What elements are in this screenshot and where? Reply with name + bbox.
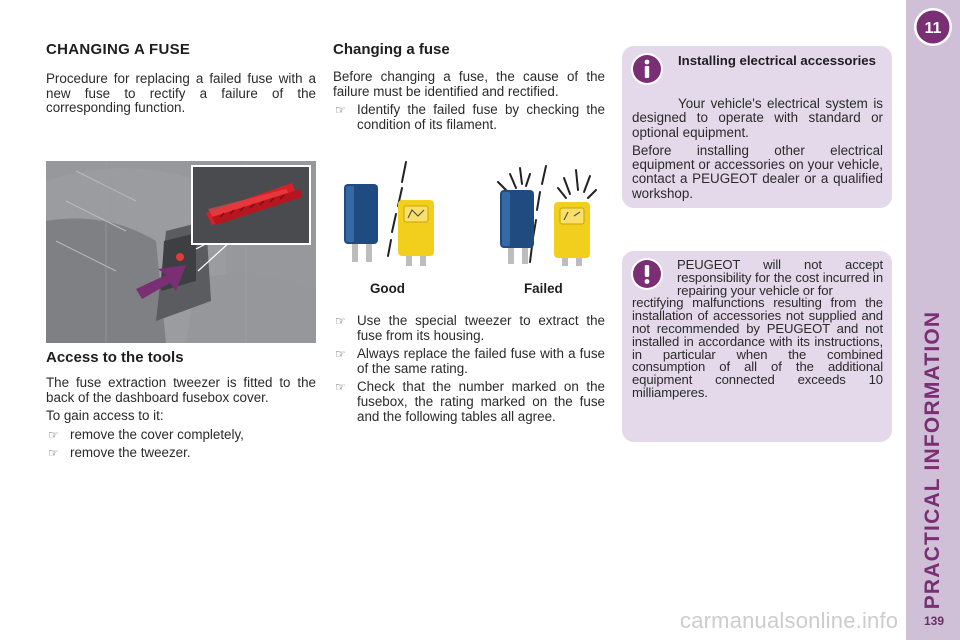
section-heading-access-to-tools: Access to the tools <box>46 349 184 366</box>
pointing-hand-icon: ☞ <box>335 103 346 118</box>
list-item-text: remove the cover completely, <box>70 426 244 442</box>
left-column <box>46 40 316 120</box>
dashboard-fusebox-illustration <box>46 161 316 343</box>
fuse-replacement-steps <box>333 314 605 428</box>
good-fuse-illustration <box>336 160 446 268</box>
chapter-number: 11 <box>924 20 942 37</box>
list-item <box>46 446 316 461</box>
list-item <box>333 380 605 424</box>
pointing-hand-icon: ☞ <box>335 380 346 395</box>
list-item <box>46 428 316 443</box>
pointing-hand-icon: ☞ <box>335 314 346 328</box>
list-item-text: Identify the failed fuse by checking the condition of its filament. <box>357 102 605 132</box>
pointing-hand-icon: ☞ <box>48 446 59 461</box>
list-item-text: remove the tweezer. <box>70 445 191 461</box>
access-tools-block <box>46 376 316 465</box>
gain-access-paragraph: To gain access to it: <box>46 408 164 424</box>
warning-text-indented: PEUGEOT will not accept responsibility for the cost incurred in repairing your vehicle or for <box>677 257 883 298</box>
failed-fuse-illustration <box>490 160 602 268</box>
failed-fuse-label: Failed <box>524 281 563 296</box>
section-title-changing-a-fuse: CHANGING A FUSE <box>46 41 191 58</box>
chapter-title-vertical: PRACTICAL INFORMATION <box>921 310 944 610</box>
fuse-intro-paragraph: Before changing a fuse, the cause of the failure must be identified and rectified. <box>333 69 605 99</box>
middle-column <box>333 40 605 136</box>
page-number: 139 <box>923 614 945 628</box>
list-item-text: Check that the number marked on the fusebox, the rating marked on the fuse and the following tables all agree. <box>357 379 605 424</box>
info-icon <box>630 52 664 86</box>
info-box-paragraph: Your vehicle's electrical system is designed to operate with standard or optional equipment. <box>632 96 883 140</box>
list-item <box>333 103 605 132</box>
warning-text: rectifying malfunctions resulting from the installation of accessories not supplied and not recommended by PEUGEOT and not installed in accordance with its instructions, in particular when the combined consumption of all of the additional equipment connected exceeds 10 milliamperes. <box>632 295 883 400</box>
info-box-electrical-accessories <box>622 46 892 208</box>
info-box-body <box>632 97 883 205</box>
pointing-hand-icon: ☞ <box>335 347 346 362</box>
info-box-paragraph: Before installing other electrical equipment or accessories on your vehicle, contact a PEUGEOT dealer or a qualified workshop. <box>632 142 883 201</box>
list-item-text: Use the special tweezer to extract the fuse from its housing. <box>357 313 605 343</box>
section-heading-changing-a-fuse: Changing a fuse <box>333 41 450 58</box>
intro-paragraph: Procedure for replacing a failed fuse with a new fuse to rectify a failure of the corresponding function. <box>46 71 316 116</box>
chapter-number-badge <box>912 6 954 48</box>
good-fuse-label: Good <box>370 281 405 296</box>
list-item <box>333 347 605 376</box>
list-item-text: Always replace the failed fuse with a fuse of the same rating. <box>357 346 605 376</box>
warning-box-body <box>632 259 883 400</box>
tweezer-location-paragraph: The fuse extraction tweezer is fitted to the back of the dashboard fusebox cover. <box>46 375 316 405</box>
list-item <box>333 314 605 343</box>
info-box-title: Installing electrical accessories <box>678 53 876 68</box>
pointing-hand-icon: ☞ <box>48 427 59 442</box>
watermark: carmanualsonline.info <box>680 608 899 633</box>
warning-box-liability <box>622 251 892 442</box>
